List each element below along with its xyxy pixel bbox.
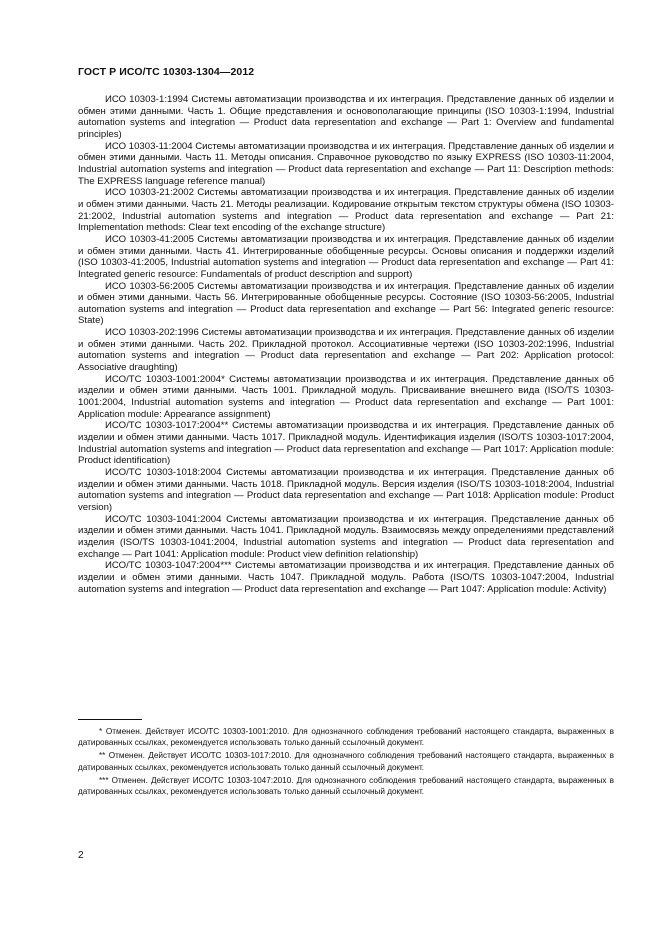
footnote: * Отменен. Действует ИСО/ТС 10303-1001:2010. Для однозначного соблюдения требований настоящего стандарта, выраженных в датированных ссылках, рекомендуется использовать только данный ссылочный документ.: [78, 727, 614, 748]
reference-item: ИСО/ТС 10303-1018:2004 Системы автоматизации производства и их интеграция. Представление данных об изделии и обмен этими данными. Часть 1018. Прикладной модуль. Версия изделия (ISO/TS 10303-1018:2004, Industrial automation systems and integration — Product data representation and exchange — Part 1018: Application module: Product version): [78, 467, 614, 513]
reference-item: ИСО 10303-21:2002 Системы автоматизации производства и их интеграция. Представление данных об изделии и обмен этими данными. Часть 21. Методы реализации. Кодирование открытым текстом структуры обмена (ISO 10303-21:2002, Industrial automation systems and integration — Product data representation and exchange — Part 21: Implementation methods: Clear text encoding of the exchange structure): [78, 187, 614, 234]
reference-item: ИСО 10303-56:2005 Системы автоматизации производства и их интеграция. Представление данных об изделии и обмен этими данными. Часть 56. Интегрированные обобщенные ресурсы. Состояние (ISO 10303-56:2005, Industrial automation systems and integration — Product data representation and exchange — Part 56: Integrated generic resource: State): [78, 280, 614, 327]
footnotes: [78, 726, 614, 799]
reference-item: ИСО/ТС 10303-1047:2004*** Системы автоматизации производства и их интеграция. Представление данных об изделии и обмен этими данными. Часть 1047. Прикладной модуль. Работа (ISO/TS 10303-1047:2004, Industrial automation systems and integration — Product data representation and exchange — Part 1047: Application module: Activity): [78, 560, 614, 595]
reference-item: ИСО 10303-1:1994 Системы автоматизации производства и их интеграция. Представление данных об изделии и обмен этими данными. Часть 1. Общие представления и основополагающие принципы (ISO 10303-1:1994, Industrial automation systems and integration — Product data representation and exchange — Part 1: Overview and fundamental principles): [78, 94, 614, 140]
footnote: ** Отменен. Действует ИСО/ТС 10303-1017:2010. Для однозначного соблюдения требований настоящего стандарта, выраженных в датированных ссылках, рекомендуется использовать только данный ссылочный документ.: [78, 751, 614, 772]
reference-item: ИСО 10303-202:1996 Системы автоматизации производства и их интеграция. Представление данных об изделии и обмен этими данными. Часть 202. Прикладной протокол. Ассоциативные чертежи (ISO 10303-202:1996, Industrial automation systems and integration — Product data representation and exchange — Part 202: Application protocol: Associative draughting): [78, 327, 614, 374]
reference-item: ИСО/ТС 10303-1001:2004* Системы автоматизации производства и их интеграция. Представление данных об изделии и обмен этими данными. Часть 1001. Прикладной модуль. Присваивание внешнего вида (ISO/TS 10303-1001:2004, Industrial automation systems and integration — Product data representation and exchange — Part 1001: Application module: Appearance assignment): [78, 373, 614, 420]
reference-item: ИСО 10303-41:2005 Системы автоматизации производства и их интеграция. Представление данных об изделии и обмен этими данными. Часть 41. Интегрированные обобщенные ресурсы. Основы описания и поддержки изделий (ISO 10303-41:2005, Industrial automation systems and integration — Product data representation and exchange — Part 41: Integrated generic resource: Fundamentals of product description and support): [78, 233, 614, 280]
footnote: *** Отменен. Действует ИСО/ТС 10303-1047:2010. Для однозначного соблюдения требований настоящего стандарта, выраженных в датированных ссылках, рекомендуется использовать только данный ссылочный документ.: [78, 775, 614, 797]
reference-item: ИСО/ТС 10303-1041:2004 Системы автоматизации производства и их интеграция. Представление данных об изделии и обмен этими данными. Часть 1041. Прикладной модуль. Взаимосвязь между определениями представлений изделия (ISO/TS 10303-1041:2004, Industrial automation systems and integration — Product data representation and exchange — Part 1041: Application module: Product view definition relationship): [78, 513, 614, 560]
page-number: 2: [78, 850, 84, 861]
page-title: ГОСТ Р ИСО/ТС 10303-1304—2012: [78, 66, 255, 78]
footnote-divider: [78, 719, 142, 720]
reference-item: ИСО/ТС 10303-1017:2004** Системы автоматизации производства и их интеграция. Представление данных об изделии и обмен этими данными. Часть 1017. Прикладной модуль. Идентификация изделия (ISO/TS 10303-1017:2004, Industrial automation systems and integration — Product data representation and exchange — Part 1017: Application module: Product identification): [78, 420, 614, 467]
references-list: [78, 94, 614, 595]
reference-item: ИСО 10303-11:2004 Системы автоматизации производства и их интеграция. Представление данных об изделии и обмен этими данными. Часть 11. Методы описания. Справочное руководство по языку EXPRESS (ISO 10303-11:2004, Industrial automation systems and integration — Product data representation and exchange — Part 11: Description methods: The EXPRESS language reference manual): [78, 140, 614, 187]
